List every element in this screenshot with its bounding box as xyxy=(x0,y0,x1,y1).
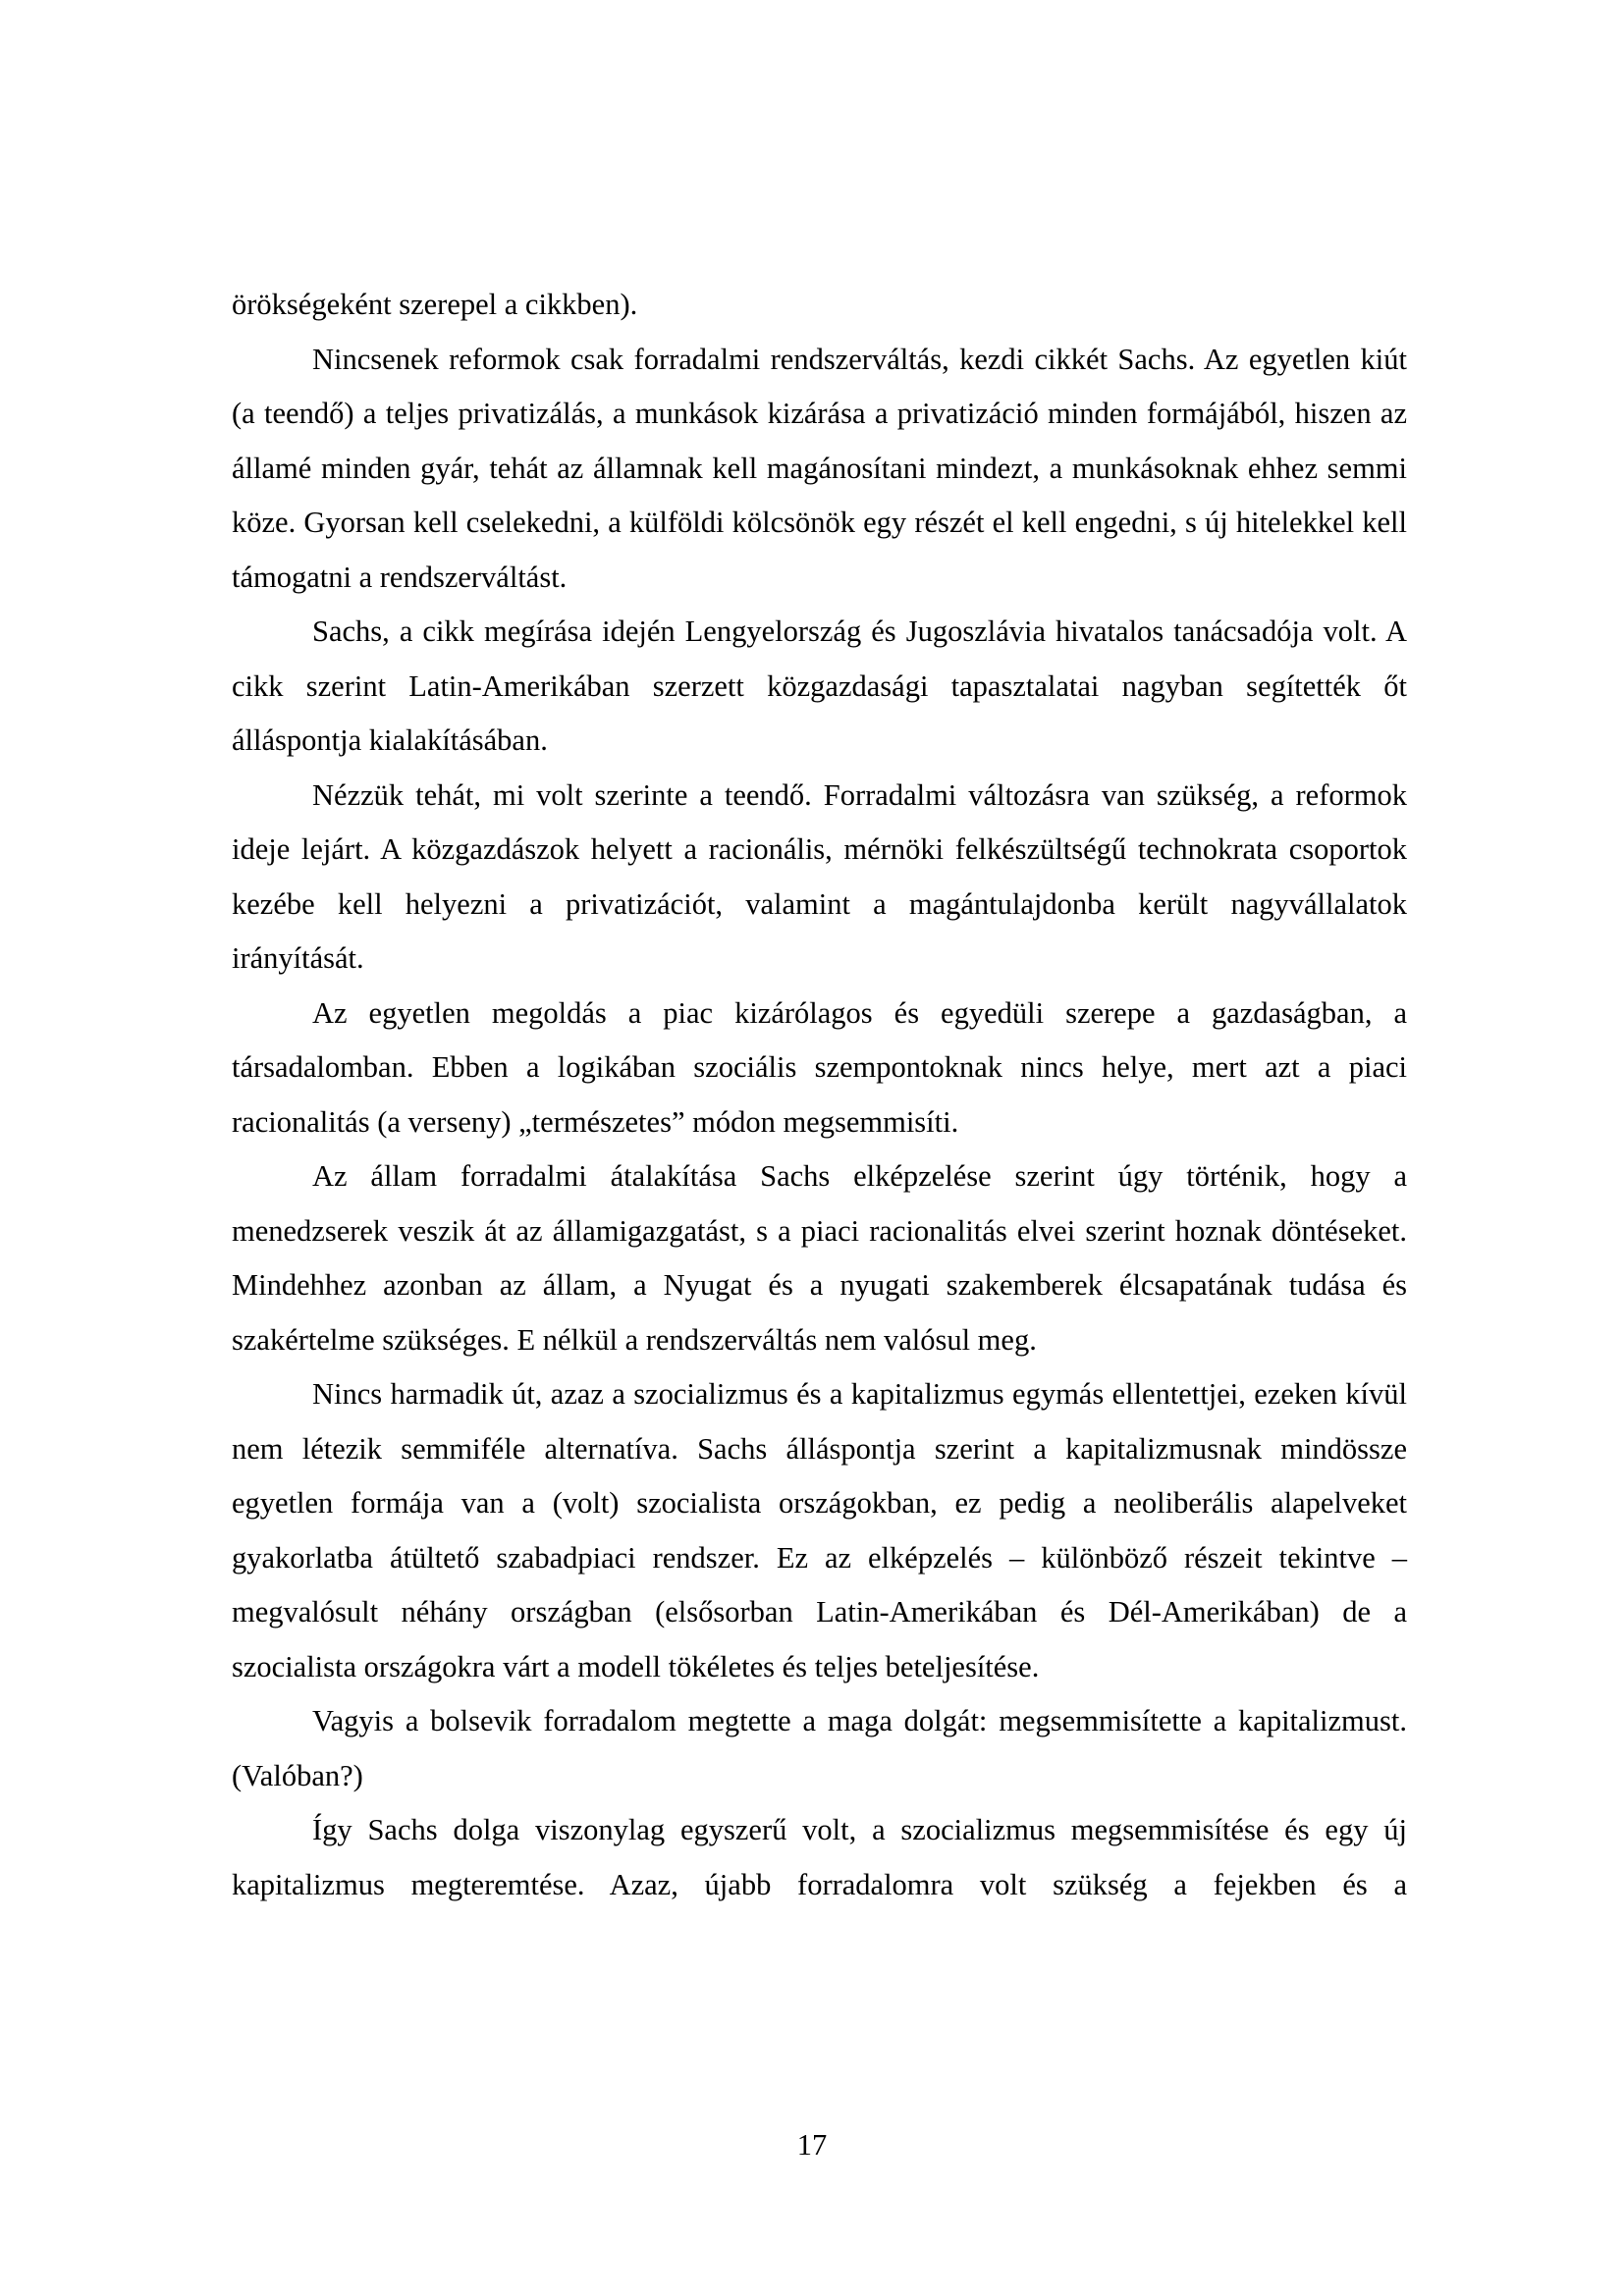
page-number: 17 xyxy=(796,2128,828,2162)
paragraph: Sachs, a cikk megírása idején Lengyelország és Jugoszlávia hivatalos tanácsadója volt. A cikk szerint Latin-Amerikában szerzett közgazdasági tapasztalatai nagyban segítették őt álláspontja kialakításában. xyxy=(232,614,1407,757)
paragraph: Nézzük tehát, mi volt szerinte a teendő. Forradalmi változásra van szükség, a reformok ideje lejárt. A közgazdászok helyett a racionális, mérnöki felkészültségű technokrata csoportok kezébe kell helyezni a privatizációt, valamint a magántulajdonba került nagyvállalatok irányítását. xyxy=(232,777,1407,975)
paragraph: Az állam forradalmi átalakítása Sachs elképzelése szerint úgy történik, hogy a menedzserek veszik át az államigazgatást, s a piaci racionalitás elvei szerint hoznak döntéseket. Mindehhez azonban az állam, a Nyugat és a nyugati szakemberek élcsapatának tudása és szakértelme szükséges. E nélkül a rendszerváltás nem valósul meg. xyxy=(232,1159,1407,1357)
paragraph: Vagyis a bolsevik forradalom megtette a maga dolgát: megsemmisítette a kapitalizmust. (Valóban?) xyxy=(232,1704,1407,1792)
body-text xyxy=(232,278,1407,1912)
paragraph: Az egyetlen megoldás a piac kizárólagos és egyedüli szerepe a gazdaságban, a társadalomban. Ebben a logikában szociális szempontoknak nincs helye, mert azt a piaci racionalitás (a verseny) „természetes” módon megsemmisíti. xyxy=(232,995,1407,1139)
paragraph-continues-next-page: Így Sachs dolga viszonylag egyszerű volt, a szocializmus megsemmisítése és egy új kapitalizmus megteremtése. Azaz, újabb forradalomra volt szükség a fejekben és a xyxy=(232,1813,1407,1901)
paragraph: Nincs harmadik út, azaz a szocializmus és a kapitalizmus egymás ellentettjei, ezeken kívül nem létezik semmiféle alternatíva. Sachs álláspontja szerint a kapitalizmusnak mindössze egyetlen formája van a (volt) szocialista országokban, ez pedig a neoliberális alapelveket gyakorlatba átültető szabadpiaci rendszer. Ez az elképzelés – különböző részeit tekintve – megvalósult néhány országban (elsősorban Latin-Amerikában és Dél-Amerikában) de a szocialista országokra várt a modell tökéletes és teljes beteljesítése. xyxy=(232,1377,1407,1683)
paragraph-continuation: örökségeként szerepel a cikkben). xyxy=(232,288,638,321)
paragraph: Nincsenek reformok csak forradalmi rendszerváltás, kezdi cikkét Sachs. Az egyetlen kiút (a teendő) a teljes privatizálás, a munkások kizárása a privatizáció minden formájából, hiszen az államé minden gyár, tehát az államnak kell magánosítani mindezt, a munkásoknak ehhez semmi köze. Gyorsan kell cselekedni, a külföldi kölcsönök egy részét el kell engedni, s új hitelekkel kell támogatni a rendszerváltást. xyxy=(232,342,1407,594)
